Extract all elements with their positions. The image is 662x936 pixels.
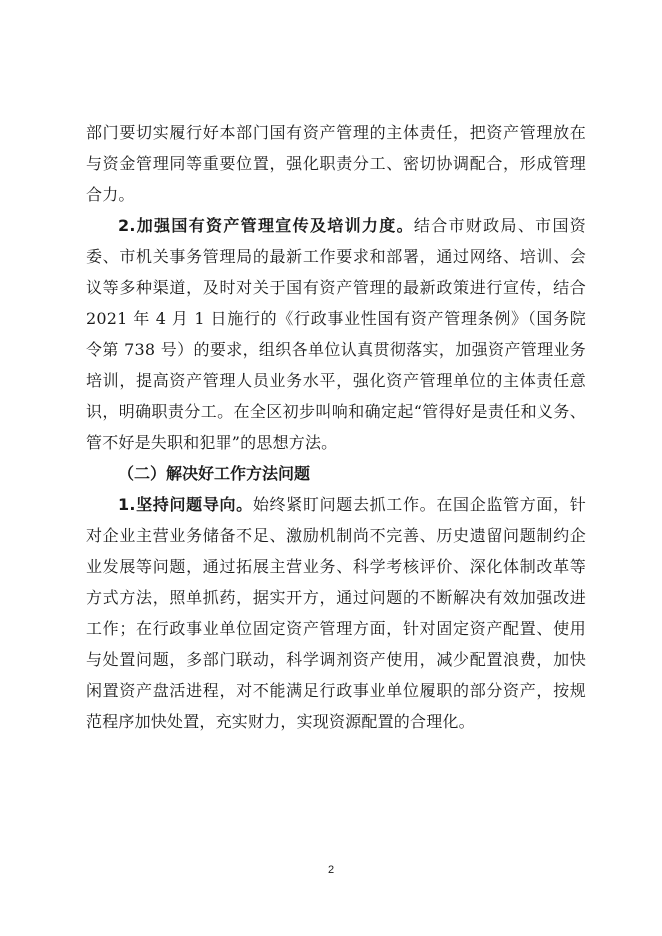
paragraph-publicity-training-lead: 2.加强国有资产管理宣传及培训力度。	[118, 216, 414, 235]
paragraph-publicity-training-text: 结合市财政局、市国资委、市机关事务管理局的最新工作要求和部署，通过网络、培训、会议等多种渠道，及时对关于国有资产管理的最新政策进行宣传，结合 2021 年 4 月 1 日施行的《行政事业性国有资产管理条例》（国务院令第 738 号）的要求，组织各单位认真贯彻落实，加强资产管理业务培训，提高资产管理人员业务水平，强化资产管理单位的主体责任意识，明确职责分工。在全区初步叫响和确定起“管得好是责任和义务、管不好是失职和犯罪”的思想方法。	[86, 216, 586, 452]
paragraph-publicity-training	[86, 210, 586, 458]
paragraph-problem-oriented-lead: 1.坚持问题导向。	[118, 495, 253, 514]
paragraph-problem-oriented	[86, 489, 586, 737]
paragraph-continuation	[86, 117, 586, 210]
paragraph-continuation-text: 部门要切实履行好本部门国有资产管理的主体责任，把资产管理放在与资金管理同等重要位置，强化职责分工、密切协调配合，形成管理合力。	[86, 123, 586, 204]
section-heading: （二）解决好工作方法问题	[118, 464, 311, 483]
paragraph-problem-oriented-text: 始终紧盯问题去抓工作。在国企监管方面，针对企业主营业务储备不足、激励机制尚不完善、历史遗留问题制约企业发展等问题，通过拓展主营业务、科学考核评价、深化体制改革等方式方法，照单抓药，据实开方，通过问题的不断解决有效加强改进工作；在行政事业单位固定资产管理方面，针对固定资产配置、使用与处置问题，多部门联动，科学调剂资产使用，减少配置浪费，加快闲置资产盘活进程，对不能满足行政事业单位履职的部分资产，按规范程序加快处置，充实财力，实现资源配置的合理化。	[86, 495, 586, 731]
document-body	[86, 117, 586, 737]
page-number: 2	[327, 864, 335, 876]
